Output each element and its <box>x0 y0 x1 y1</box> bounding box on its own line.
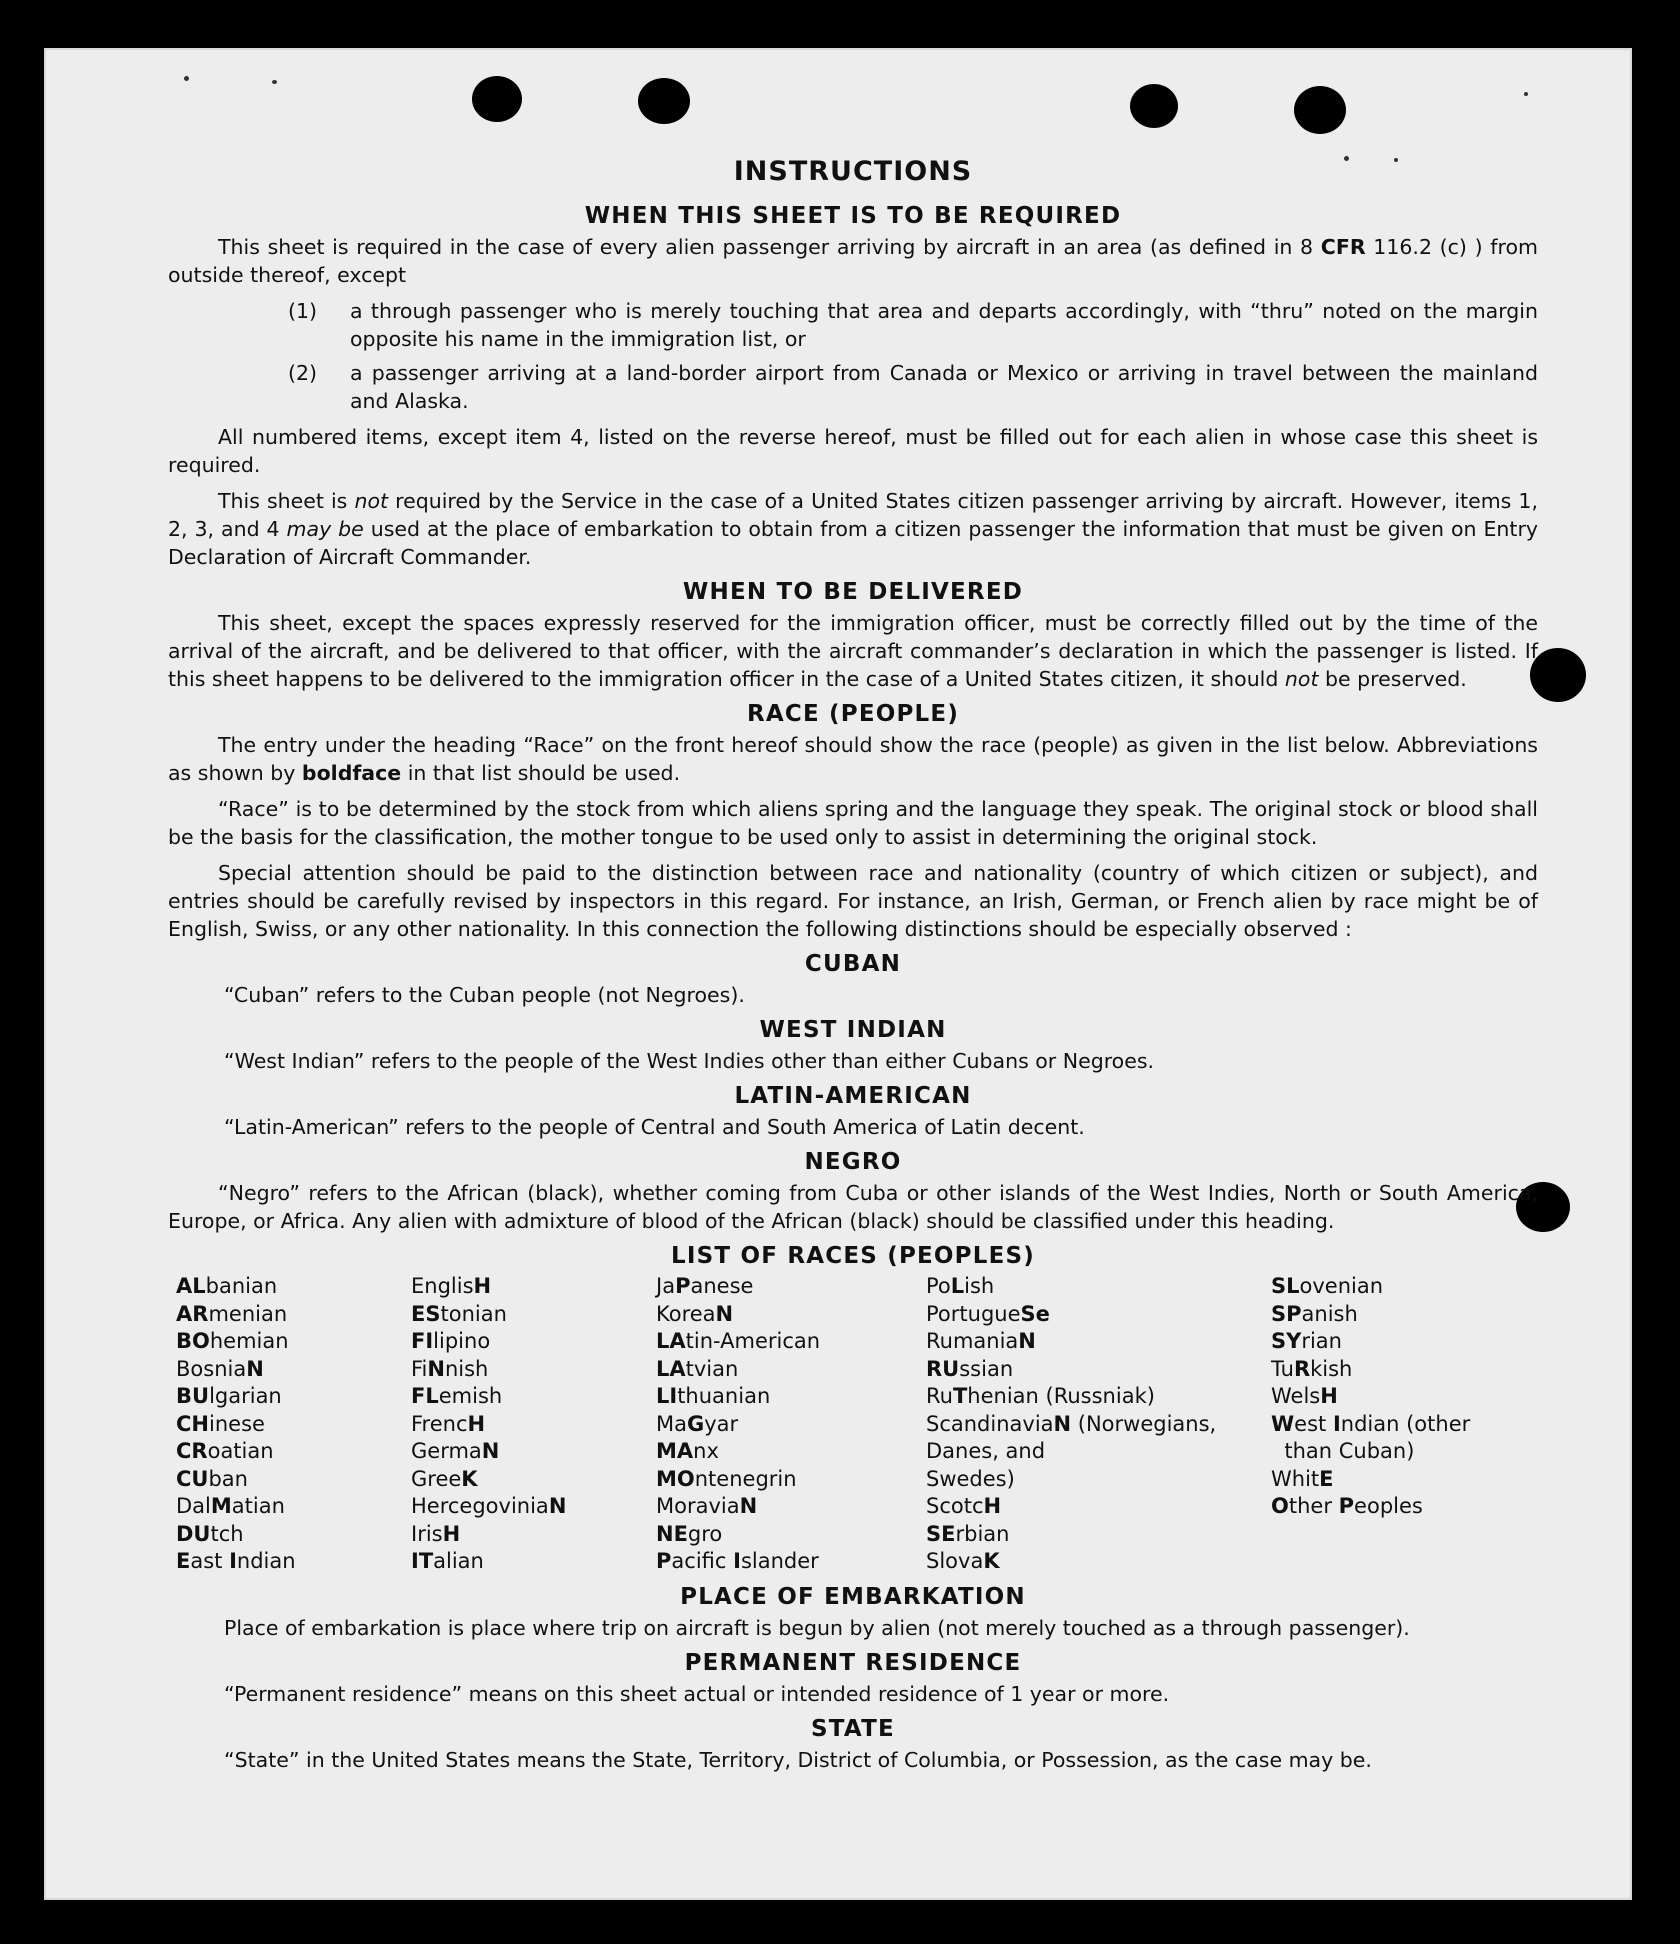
heading-residence: PERMANENT RESIDENCE <box>684 1649 1022 1676</box>
race-entry: FLemish <box>411 1384 503 1408</box>
race-entry: PortugueSe <box>926 1301 1050 1326</box>
latin-american-definition: “Latin-American” refers to the people of Central and South America of Latin decent. <box>224 1115 1085 1139</box>
race-entry: ALbanian <box>176 1274 278 1298</box>
race-entry: Danes, and <box>926 1439 1046 1463</box>
heading-west-indian: WEST INDIAN <box>759 1017 947 1043</box>
state-definition: “State” in the United States means the State, Territory, District of Columbia, or Possession, as the case may be. <box>224 1747 1372 1772</box>
race-entry: EnglisH <box>411 1274 492 1298</box>
race-entry: West Indian (other <box>1271 1411 1471 1436</box>
race-entry: BOhemian <box>176 1329 289 1353</box>
race-entry: MAnx <box>656 1439 719 1463</box>
race-entry: ARmenian <box>176 1301 288 1326</box>
heading-negro: NEGRO <box>804 1149 902 1175</box>
numbered-items-paragraph: All numbered items, except item 4, listed on the reverse hereof, must be filled out for each alien in whose case this sheet is required. <box>168 425 1538 477</box>
west-indian-definition: “West Indian” refers to the people of the West Indies other than either Cubans or Negroes. <box>224 1049 1155 1073</box>
race-entry: NEgro <box>656 1521 723 1546</box>
race-entry: HercegoviniaN <box>411 1494 567 1518</box>
race-entry: RumaniaN <box>926 1329 1036 1353</box>
race-entry: SYrian <box>1271 1329 1342 1353</box>
cuban-definition: “Cuban” refers to the Cuban people (not Negroes). <box>224 983 745 1007</box>
exception-item: (2) a passenger arriving at a land-border airport from Canada or Mexico or arriving in travel between the mainland and Alaska. <box>288 361 1538 413</box>
races-column <box>176 1273 411 1576</box>
race-entry: WhitE <box>1271 1466 1334 1491</box>
heading-required: WHEN THIS SHEET IS TO BE REQUIRED <box>584 203 1122 229</box>
race-entry: FrencH <box>411 1411 486 1436</box>
race-entry: EStonian <box>411 1301 507 1326</box>
document-sheet <box>44 48 1632 1900</box>
exception-item: (1) a through passenger who is merely touching that area and departs accordingly, with “thru” noted on the margin opposite his name in the immigration list, or <box>288 299 1538 351</box>
delivered-paragraph: This sheet, except the spaces expressly reserved for the immigration officer, must be correctly filled out by the time of the arrival of the aircraft, and be delivered to that officer, with the aircraft commander’s declaration in which the passenger is listed. If this sheet happens to be delivered to the immigration officer in the case of a United States citizen, it should not be preserved. <box>168 611 1538 691</box>
race-entry: SLovenian <box>1271 1274 1384 1298</box>
residence-definition: “Permanent residence” means on this sheet actual or intended residence of 1 year or more. <box>224 1681 1170 1706</box>
race-entry: SPanish <box>1271 1301 1358 1326</box>
punch-hole <box>1294 86 1346 134</box>
race-entry: CHinese <box>176 1411 265 1436</box>
race-entry: SErbian <box>926 1521 1010 1546</box>
heading-latin-american: LATIN-AMERICAN <box>734 1083 972 1109</box>
race-entry: GreeK <box>411 1466 478 1491</box>
race-entry: LAtvian <box>656 1356 739 1381</box>
instructions-content <box>168 156 1538 1782</box>
speck <box>272 80 277 84</box>
race-entry: GermaN <box>411 1439 500 1463</box>
race-entry: Other Peoples <box>1271 1494 1423 1518</box>
race-entry: MaGyar <box>656 1411 739 1436</box>
required-intro: This sheet is required in the case of every alien passenger arriving by aircraft in an area (as defined in 8 CFR 116.2 (c) ) from outside thereof, except <box>168 235 1538 287</box>
speck <box>184 76 189 81</box>
race-entry: Pacific Islander <box>656 1549 819 1573</box>
race-entry: MoraviaN <box>656 1494 758 1518</box>
race-entry: than Cuban) <box>1271 1439 1415 1463</box>
heading-race: RACE (PEOPLE) <box>746 701 960 727</box>
punch-hole <box>1130 84 1178 128</box>
race-stock-paragraph: “Race” is to be determined by the stock from which aliens spring and the language they speak. The original stock or blood shall be the basis for the classification, the mother tongue to be used only to assist in determining the original stock. <box>168 797 1538 849</box>
heading-cuban: CUBAN <box>804 951 902 977</box>
races-list <box>176 1273 1538 1576</box>
heading-state: STATE <box>811 1715 895 1742</box>
races-column <box>411 1273 656 1576</box>
embarkation-definition: Place of embarkation is place where trip on aircraft is begun by alien (not merely touched as a through passenger). <box>224 1615 1410 1640</box>
race-entry: MOntenegrin <box>656 1466 797 1491</box>
race-entry: RUssian <box>926 1356 1014 1381</box>
race-entry: DalMatian <box>176 1494 285 1518</box>
race-entry: CUban <box>176 1466 248 1491</box>
heading-delivered: WHEN TO BE DELIVERED <box>682 579 1024 605</box>
race-entry: RuThenian (Russniak) <box>926 1384 1155 1408</box>
race-entry: TuRkish <box>1271 1356 1353 1381</box>
races-column <box>926 1273 1271 1576</box>
race-paragraph: The entry under the heading “Race” on the front hereof should show the race (people) as given in the list below. Abbreviations as shown by boldface in that list should be used. <box>168 733 1538 785</box>
race-entry: ScotcH <box>926 1494 1002 1518</box>
race-entry: ScandinaviaN (Norwegians, <box>926 1411 1217 1436</box>
race-entry: FIlipino <box>411 1329 491 1353</box>
race-entry: ITalian <box>411 1549 484 1573</box>
race-entry: LIthuanian <box>656 1384 771 1408</box>
page-title: INSTRUCTIONS <box>733 156 973 187</box>
races-column <box>656 1273 926 1576</box>
race-entry: SlovaK <box>926 1549 1000 1573</box>
race-entry: FiNnish <box>411 1356 489 1381</box>
negro-definition: “Negro” refers to the African (black), whether coming from Cuba or other islands of the West Indies, North or South America, Europe, or Africa. Any alien with admixture of blood of the African (black) should be classified under this heading. <box>168 1181 1538 1233</box>
race-entry: DUtch <box>176 1521 244 1546</box>
punch-hole <box>1530 648 1586 702</box>
race-entry: BUlgarian <box>176 1384 282 1408</box>
punch-hole <box>638 78 690 124</box>
speck <box>1524 92 1528 96</box>
race-entry: WelsH <box>1271 1384 1338 1408</box>
race-entry: KoreaN <box>656 1301 734 1326</box>
race-entry: BosniaN <box>176 1356 264 1381</box>
race-entry: PoLish <box>926 1274 995 1298</box>
heading-embarkation: PLACE OF EMBARKATION <box>680 1583 1026 1610</box>
race-entry: CRoatian <box>176 1439 274 1463</box>
heading-list-of-races: LIST OF RACES (PEOPLES) <box>671 1243 1035 1269</box>
exception-list <box>168 297 1538 415</box>
race-entry: IrisH <box>411 1521 461 1546</box>
punch-hole <box>472 76 522 122</box>
races-column <box>1271 1273 1546 1576</box>
race-entry: JaPanese <box>656 1274 754 1298</box>
citizen-paragraph: This sheet is not required by the Service in the case of a United States citizen passenger arriving by aircraft. However, items 1, 2, 3, and 4 may be used at the place of embarkation to obtain from a citizen passenger the information that must be given on Entry Declaration of Aircraft Commander. <box>168 489 1538 569</box>
race-nationality-paragraph: Special attention should be paid to the distinction between race and nationality (country of which citizen or subject), and entries should be carefully revised by inspectors in this regard. For instance, an Irish, German, or French alien by race might be of English, Swiss, or any other nationality. In this connection the following distinctions should be especially observed : <box>168 861 1538 941</box>
race-entry: East Indian <box>176 1549 296 1573</box>
race-entry: LAtin-American <box>656 1329 821 1353</box>
race-entry: Swedes) <box>926 1466 1015 1491</box>
